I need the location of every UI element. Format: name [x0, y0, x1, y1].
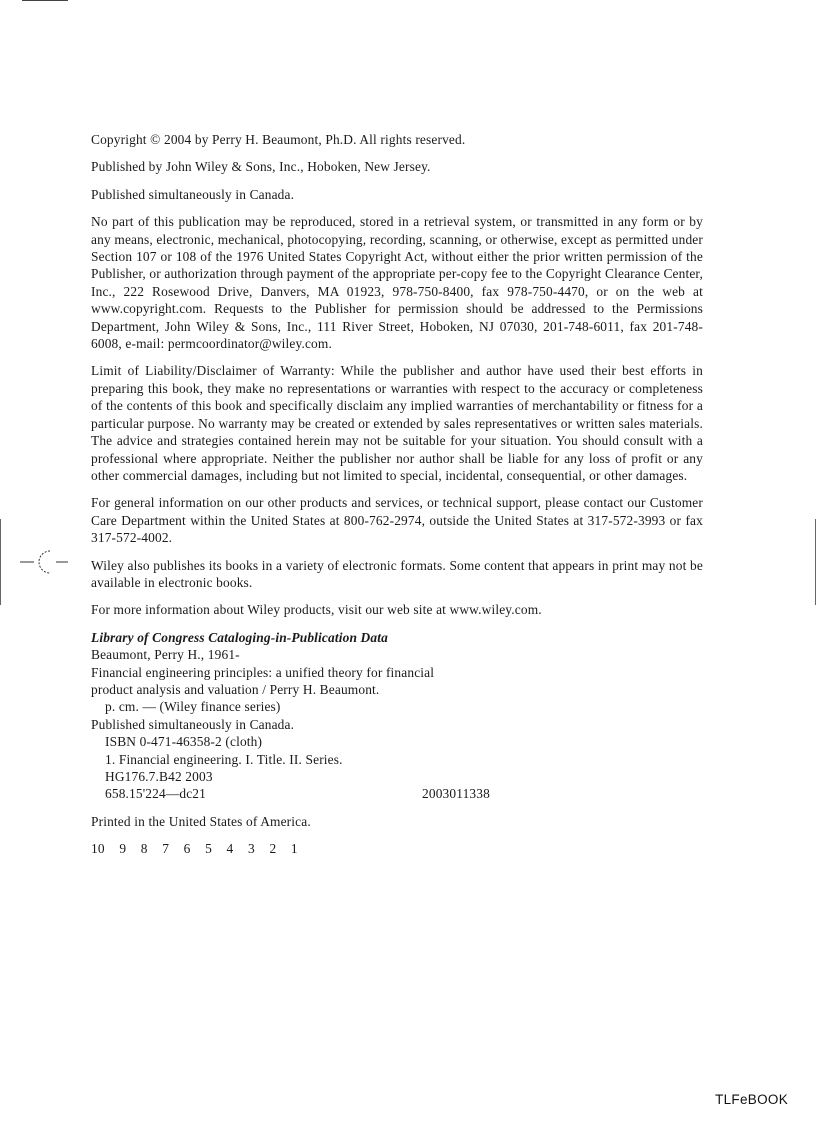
cip-dewey: 658.15'224—dc21 — [105, 786, 206, 802]
printed-in-line: Printed in the United States of America. — [91, 813, 311, 829]
cip-lc-class: HG176.7.B42 2003 — [105, 769, 213, 784]
liability-paragraph: Limit of Liability/Disclaimer of Warranty: While the publisher and author have used their best efforts in preparing this book, they make no representations or warranties with respect to the accuracy or completeness of the contents of this book and specifically disclaim any implied warranties of merchantability or fitness for a particular purpose. No warranty may be created or extended by sales representatives or written sales materials. The advice and strategies contained herein may not be suitable for your situation. You should consult with a professional where appropriate. Neither the publisher nor author shall be liable for any loss of profit or any other commercial damages, including but not limited to special, incidental, consequential, or other damages. — [91, 363, 703, 483]
copyright-page — [91, 131, 703, 868]
published-canada-line: Published simultaneously in Canada. — [91, 186, 295, 202]
registration-mark-icon — [20, 548, 70, 576]
electronic-formats-paragraph: Wiley also publishes its books in a variety of electronic formats. Some content that appears in print may not be available in electronic books. — [91, 557, 703, 590]
cip-heading: Library of Congress Cataloging-in-Publication Data — [91, 629, 388, 645]
cip-title-line-1: Financial engineering principles: a unified theory for financial — [91, 664, 435, 680]
cip-title-line-2: product analysis and valuation / Perry H. Beaumont. — [91, 681, 380, 697]
cip-subjects: 1. Financial engineering. I. Title. II. Series. — [105, 751, 343, 767]
cip-author: Beaumont, Perry H., 1961- — [91, 647, 240, 663]
copyright-line: Copyright © 2004 by Perry H. Beaumont, Ph.D. All rights reserved. — [91, 132, 466, 147]
crop-line-left — [0, 519, 1, 605]
cip-published-canada: Published simultaneously in Canada. — [91, 716, 295, 732]
permissions-paragraph: No part of this publication may be reproduced, stored in a retrieval system, or transmitted in any form or by any means, electronic, mechanical, photocopying, recording, scanning, or otherwise, except as permitted under Section 107 or 108 of the 1976 United States Copyright Act, without either the prior written permission of the Publisher, or authorization through payment of the appropriate per-copy fee to the Copyright Clearance Center, Inc., 222 Rosewood Drive, Danvers, MA 01923, 978-750-8400, fax 978-750-4470, or on the web at www.copyright.com. Requests to the Publisher for permission should be addressed to the Permissions Department, John Wiley & Sons, Inc., 111 River Street, Hoboken, NJ 07030, 201-748-6011, fax 201-748-6008, e-mail: permcoordinator@wiley.com. — [91, 214, 703, 352]
cip-dewey-row — [91, 785, 703, 802]
cip-series-note: p. cm. — (Wiley finance series) — [105, 699, 281, 715]
general-info-paragraph: For general information on our other products and services, or technical support, please contact our Customer Care Department within the United States at 800-762-2974, outside the United States at 317-572-3993 or fax 317-572-4002. — [91, 495, 703, 546]
page-top-mark — [22, 0, 68, 1]
cip-isbn: ISBN 0-471-46358-2 (cloth) — [105, 734, 263, 750]
more-info-paragraph: For more information about Wiley products, visit our web site at www.wiley.com. — [91, 602, 542, 618]
cip-data-block — [91, 629, 703, 803]
printing-numbers: 10 9 8 7 6 5 4 3 2 1 — [91, 841, 298, 857]
watermark-text: TLFeBOOK — [715, 1092, 788, 1107]
publisher-line: Published by John Wiley & Sons, Inc., Hoboken, New Jersey. — [91, 159, 431, 175]
cip-lccn: 2003011338 — [422, 786, 490, 802]
